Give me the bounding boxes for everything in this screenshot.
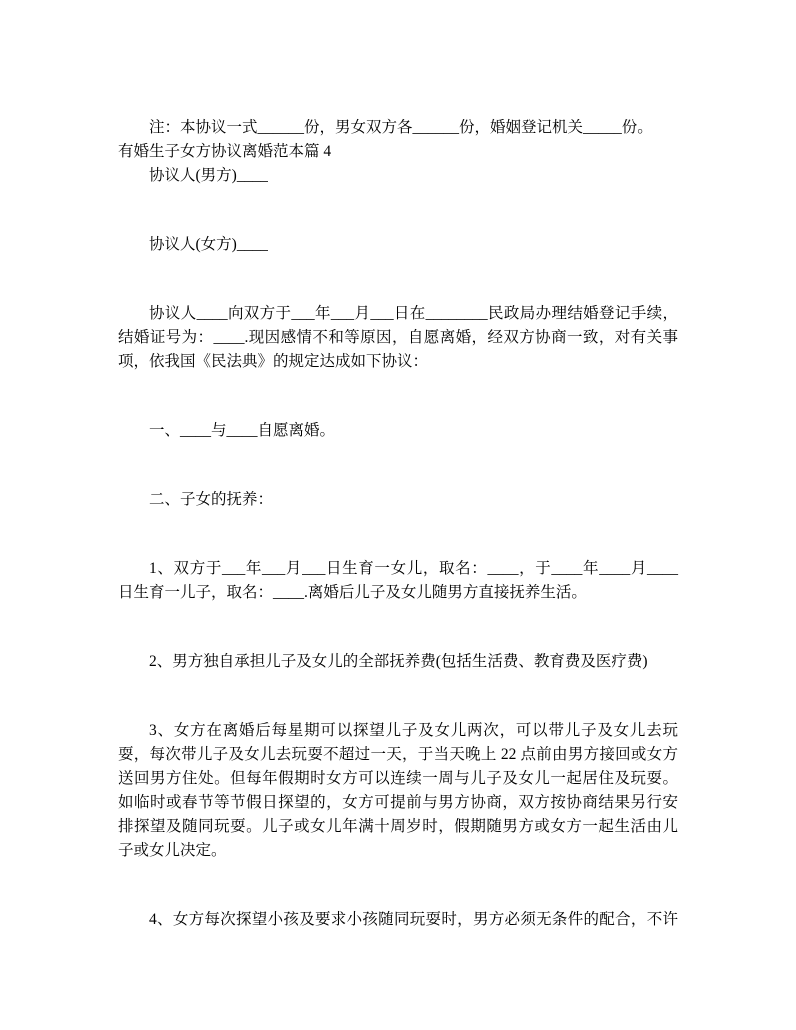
party-male-line: 协议人(男方)____ xyxy=(149,167,268,184)
item-3-line: 子或女儿决定。 xyxy=(118,842,227,859)
preamble-line: 项，依我国《民法典》的规定达成如下协议： xyxy=(118,353,429,370)
item-3-paragraph xyxy=(118,719,678,863)
item-2-line: 2、男方独自承担儿子及女儿的全部抚养费(包括生活费、教育费及医疗费) xyxy=(149,653,648,670)
preamble-line: 结婚证号为：____.现因感情不和等原因，自愿离婚，经双方协商一致，对有关事 xyxy=(118,329,678,346)
item-4-paragraph xyxy=(118,908,678,932)
copies-note: 注：本协议一式______份，男女双方各______份，婚姻登记机关_____份。 xyxy=(149,119,653,136)
item-1-paragraph xyxy=(118,557,678,605)
header-block xyxy=(118,116,678,188)
item-2-paragraph xyxy=(118,650,678,674)
clause-two-heading: 二、子女的抚养： xyxy=(149,491,274,508)
item-3-line: 如临时或春节等节假日探望的，女方可提前与男方协商，双方按协商结果另行安 xyxy=(118,794,678,811)
document-body xyxy=(118,116,678,932)
item-3-line: 3、女方在离婚后每星期可以探望儿子及女儿两次，可以带儿子及女儿去玩 xyxy=(149,722,678,739)
clause-one xyxy=(118,419,678,443)
party-female-block xyxy=(118,233,678,257)
clause-one-text: 一、____与____自愿离婚。 xyxy=(149,422,336,439)
item-3-line: 耍，每次带儿子及女儿去玩耍不超过一天，于当天晚上 22 点前由男方接回或女方 xyxy=(118,746,678,763)
item-1-line: 1、双方于___年___月___日生育一女儿，取名：____，于____年____月____ xyxy=(149,560,678,577)
item-4-line: 4、女方每次探望小孩及要求小孩随同玩耍时，男方必须无条件的配合，不许 xyxy=(149,911,678,928)
preamble-line: 协议人____向双方于___年___月___日在________民政局办理结婚登记手续， xyxy=(149,305,678,322)
party-female-line: 协议人(女方)____ xyxy=(149,236,268,253)
item-1-line: 日生育一儿子，取名：____.离婚后儿子及女儿随男方直接抚养生活。 xyxy=(118,584,587,601)
clause-two-heading-block xyxy=(118,488,678,512)
item-3-line: 送回男方住处。但每年假期时女方可以连续一周与儿子及女儿一起居住及玩耍。 xyxy=(118,770,678,787)
preamble-paragraph xyxy=(118,302,678,374)
document-title: 有婚生子女方协议离婚范本篇 4 xyxy=(118,143,332,160)
item-3-line: 排探望及随同玩耍。儿子或女儿年满十周岁时，假期随男方或女方一起生活由儿 xyxy=(118,818,678,835)
